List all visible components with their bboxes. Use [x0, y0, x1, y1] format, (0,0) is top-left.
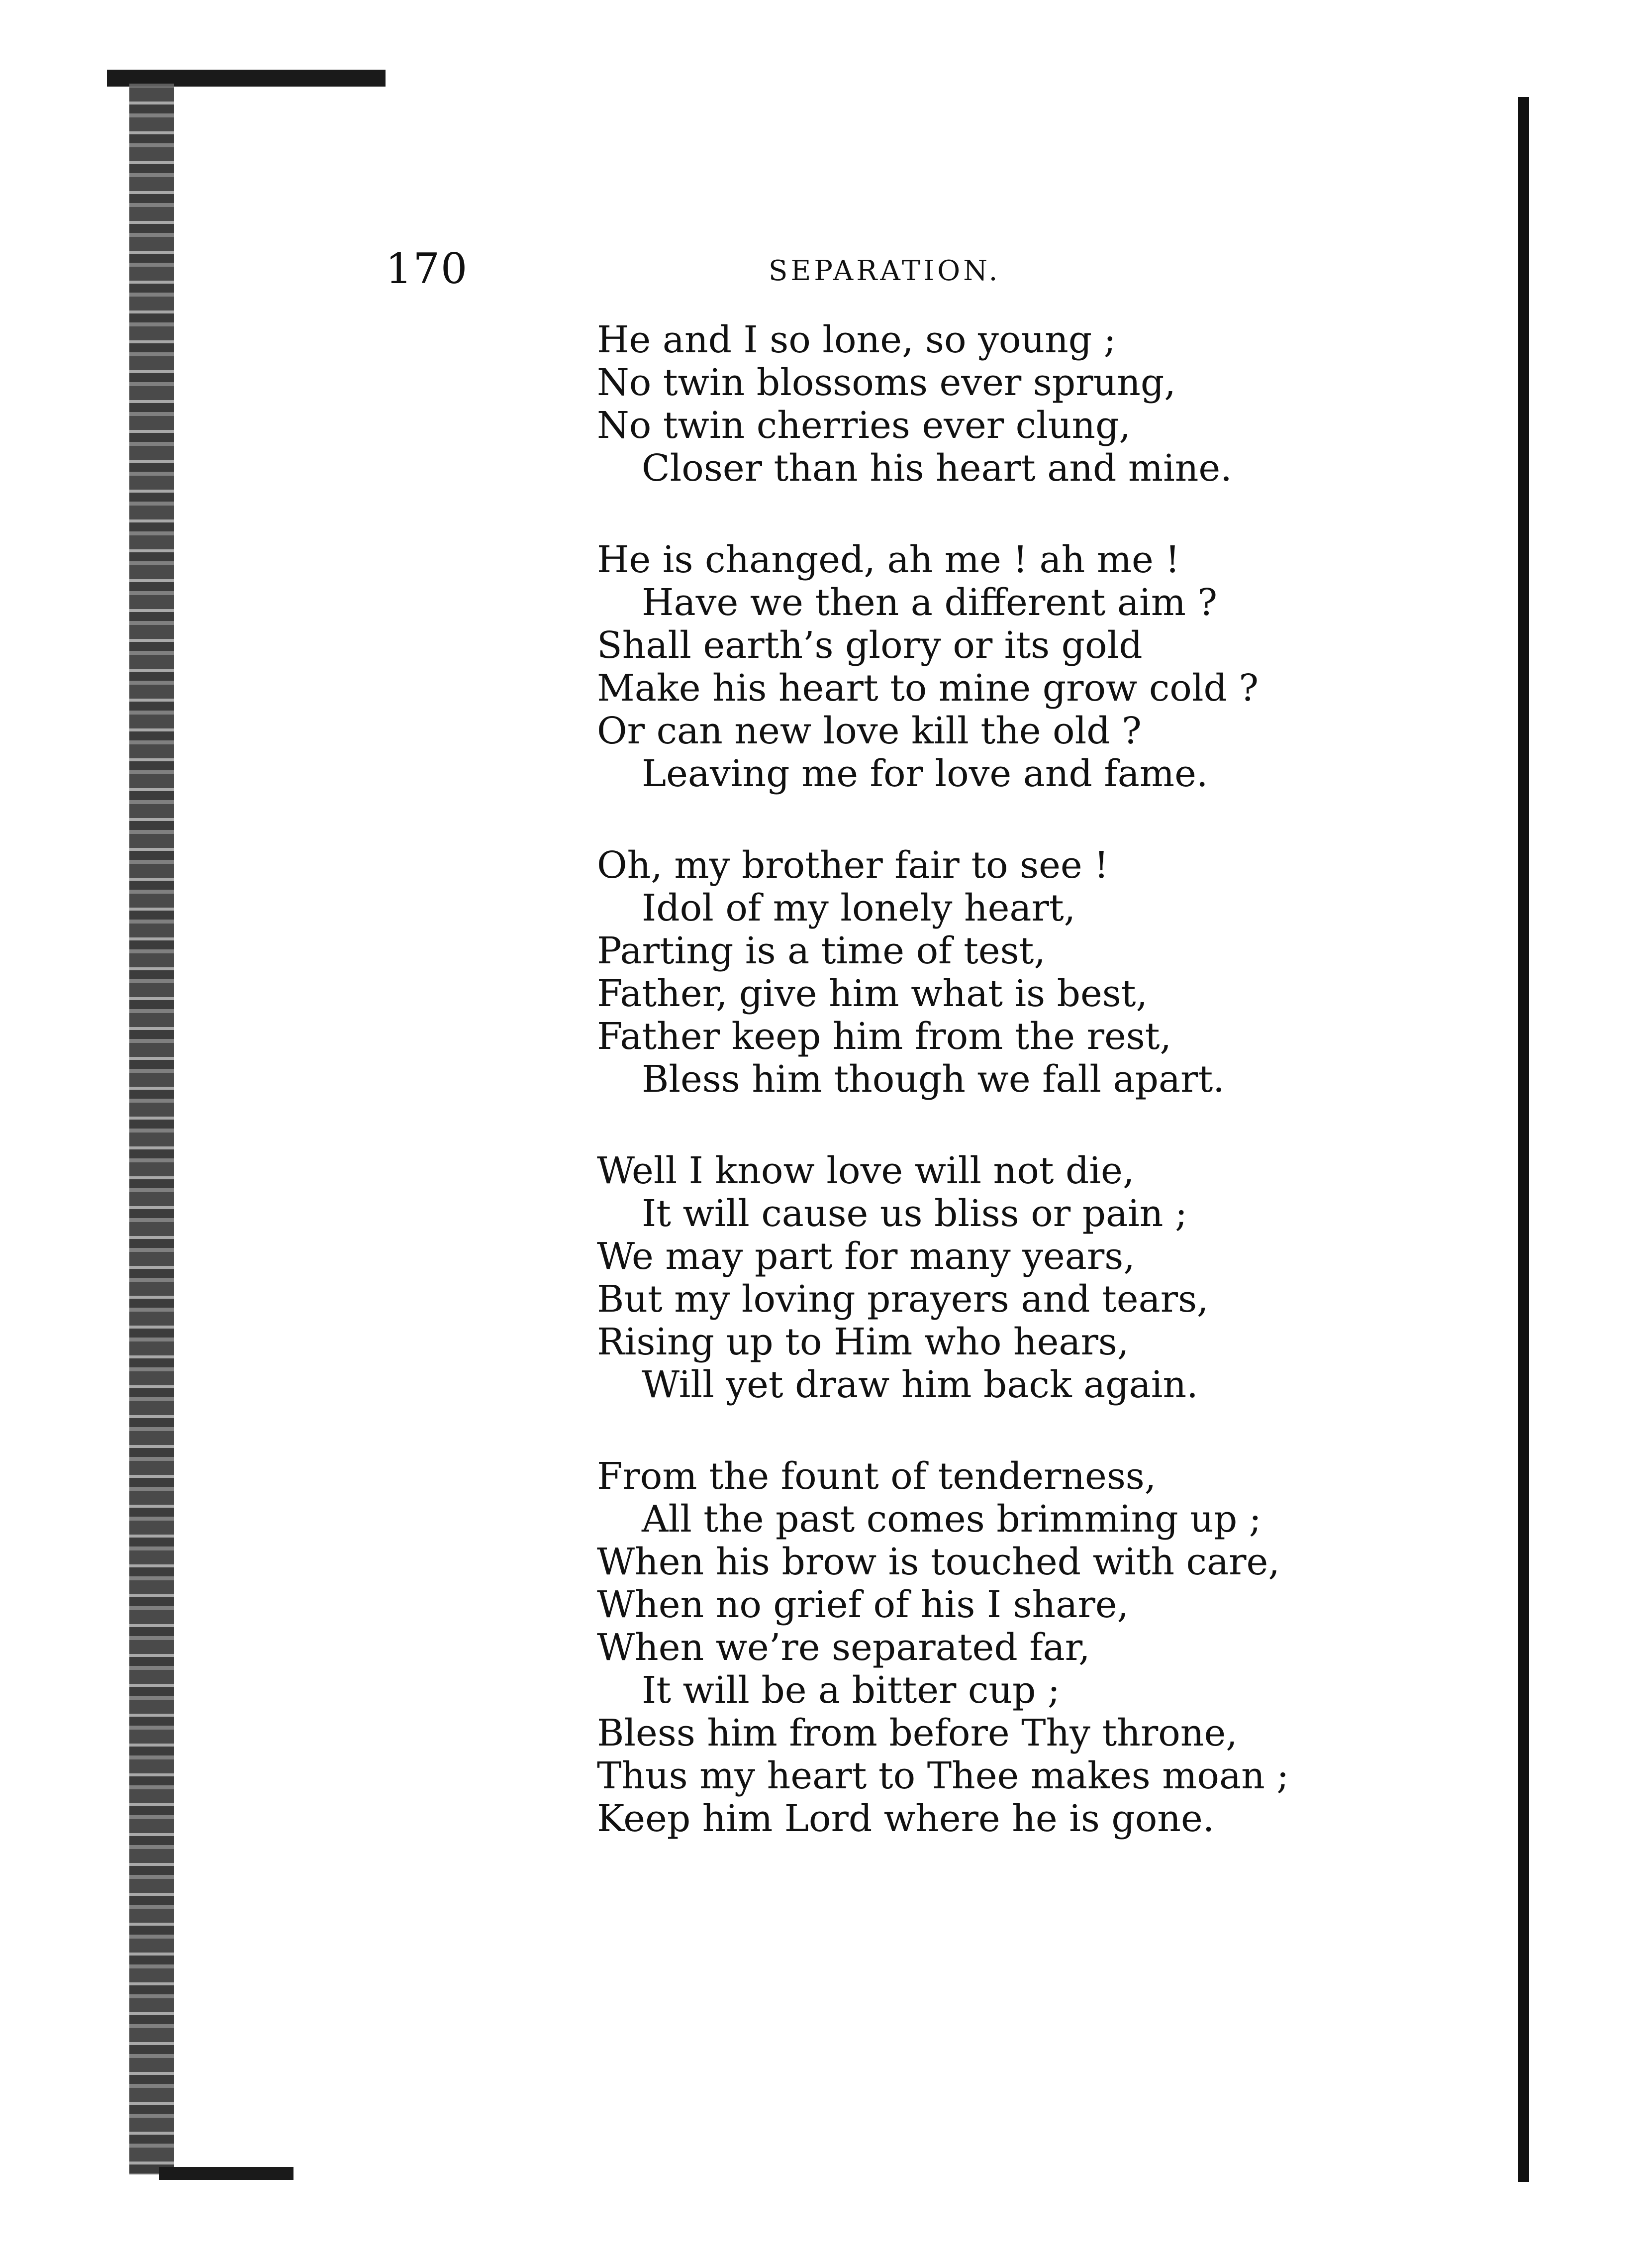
poem-body: [597, 318, 1443, 1889]
poem-line: Closer than his heart and mine.: [642, 447, 1232, 490]
poem-line: Parting is a time of test,: [597, 929, 1046, 972]
poem-line: Oh, my brother fair to see !: [597, 844, 1109, 887]
poem-line: It will be a bitter cup ;: [642, 1669, 1060, 1712]
stanza: [597, 538, 1443, 795]
scan-page-edge-rule: [1518, 97, 1529, 2182]
poem-line: Rising up to Him who hears,: [597, 1321, 1129, 1363]
poem-line: Leaving me for love and fame.: [642, 752, 1208, 795]
poem-line: Father keep him from the rest,: [597, 1015, 1171, 1058]
poem-line: Well I know love will not die,: [597, 1149, 1135, 1192]
stanza: [597, 318, 1443, 490]
poem-line: Keep him Lord where he is gone.: [597, 1797, 1215, 1840]
poem-line: Thus my heart to Thee makes moan ;: [597, 1754, 1289, 1797]
poem-line: It will cause us bliss or pain ;: [642, 1192, 1187, 1235]
poem-line: He and I so lone, so young ;: [597, 318, 1116, 361]
poem-line: Have we then a different aim ?: [642, 581, 1218, 624]
poem-line: But my loving prayers and tears,: [597, 1278, 1209, 1321]
poem-line: When no grief of his I share,: [597, 1583, 1129, 1626]
poem-line: No twin cherries ever clung,: [597, 404, 1131, 447]
scan-binding-gutter: [129, 75, 174, 2174]
poem-line: Make his heart to mine grow cold ?: [597, 667, 1259, 710]
stanza: [597, 1149, 1443, 1406]
poem-line: Will yet draw him back again.: [642, 1363, 1198, 1406]
stanza: [597, 844, 1443, 1101]
poem-line: No twin blossoms ever sprung,: [597, 361, 1176, 404]
poem-line: We may part for many years,: [597, 1235, 1135, 1278]
poem-line: When we’re separated far,: [597, 1626, 1090, 1669]
poem-line: Or can new love kill the old ?: [597, 710, 1142, 752]
poem-line: Bless him though we fall apart.: [642, 1058, 1225, 1101]
running-head: SEPARATION.: [769, 255, 1001, 287]
poem-line: Shall earth’s glory or its gold: [597, 624, 1143, 667]
poem-line: Idol of my lonely heart,: [642, 887, 1076, 929]
scan-binding-edge-bottom: [159, 2167, 293, 2180]
stanza: [597, 1455, 1443, 1840]
page-number: 170: [386, 244, 469, 293]
poem-line: Bless him from before Thy throne,: [597, 1712, 1238, 1754]
poem-line: Father, give him what is best,: [597, 972, 1148, 1015]
poem-line: He is changed, ah me ! ah me !: [597, 538, 1180, 581]
poem-line: When his brow is touched with care,: [597, 1541, 1280, 1583]
poem-line: All the past comes brimming up ;: [642, 1498, 1262, 1541]
poem-line: From the fount of tenderness,: [597, 1455, 1157, 1498]
